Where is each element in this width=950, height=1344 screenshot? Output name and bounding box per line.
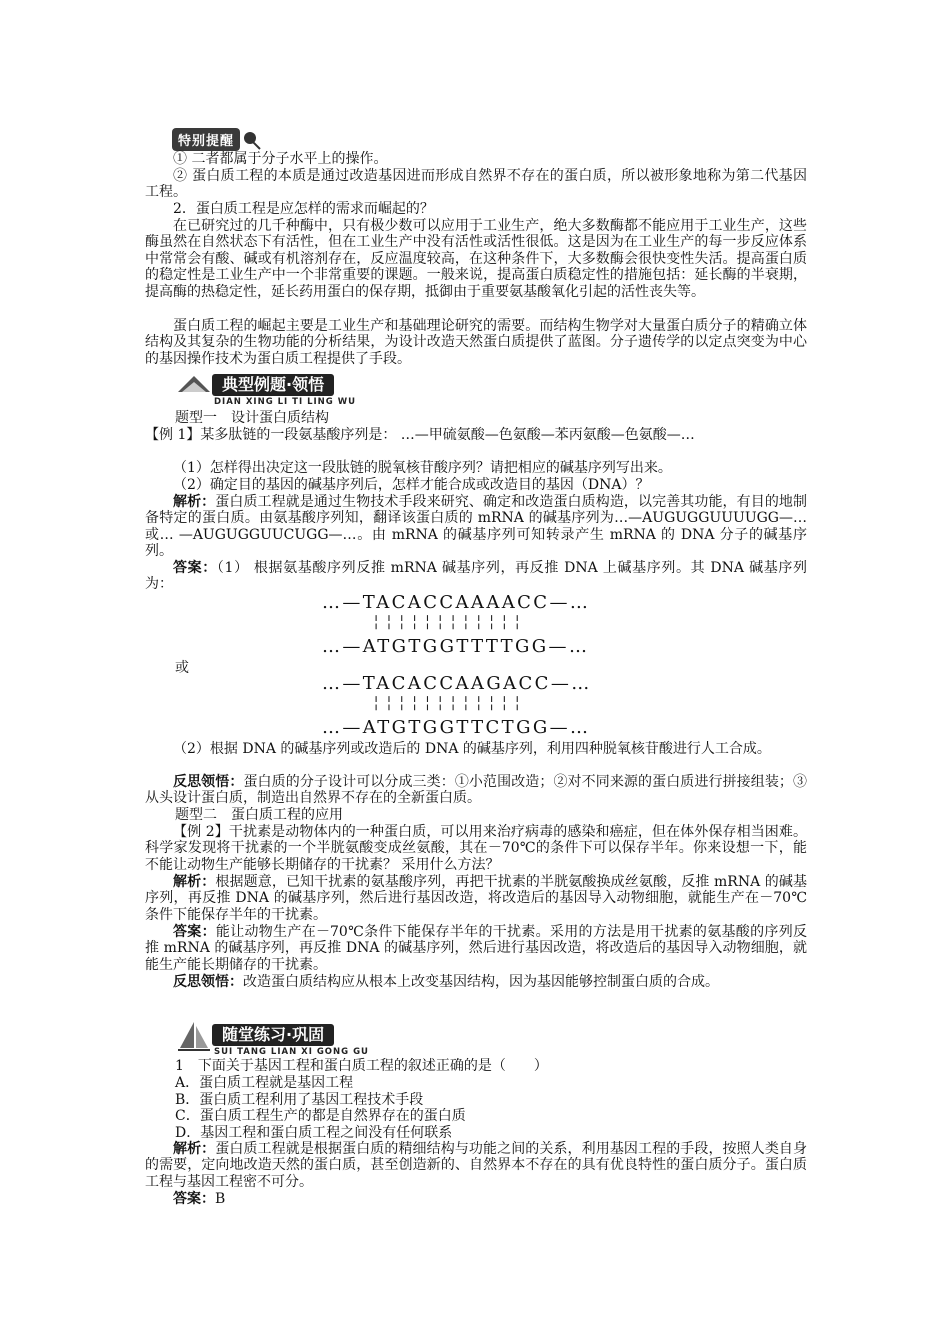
example-2-label: 【例 2】 bbox=[173, 824, 229, 840]
pin-icon bbox=[240, 129, 262, 151]
analysis-text: 蛋白质工程就是根据蛋白质的精细结构与功能之间的关系，利用基因工程的手段，按照人类自身的需要，定向地改造天然的蛋白质，甚至创造新的、自然界本不存在的具有优良特性的蛋白质分子。蛋白质工程与基因工程密不可分。 bbox=[145, 1141, 808, 1190]
book-icon bbox=[176, 370, 212, 400]
example-1-label: 【例 1】 bbox=[145, 427, 201, 443]
typical-examples-banner bbox=[172, 370, 432, 407]
example-2-answer bbox=[145, 924, 807, 973]
dna-2-bottom-strand: …—ATGTGGTTCTGG—… bbox=[322, 717, 591, 738]
reflection-label: 反思领悟： bbox=[173, 774, 244, 790]
answer-text: B bbox=[215, 1191, 226, 1207]
example-1-text: 某多肽链的一段氨基酸序列是： …—甲硫氨酸—色氨酸—苯丙氨酸—色氨酸—… bbox=[200, 427, 695, 443]
type-2-heading: 题型二 蛋白质工程的应用 bbox=[175, 807, 343, 823]
example-1-q1: （1）怎样得出决定这一段肽链的脱氧核苷酸序列？请把相应的碱基序列写出来。 bbox=[173, 460, 672, 476]
practice-question: 1 下面关于基因工程和蛋白质工程的叙述正确的是（ ） bbox=[175, 1058, 548, 1074]
answer-label: 答案： bbox=[173, 924, 216, 940]
practice-option-d: D．基因工程和蛋白质工程之间没有任何联系 bbox=[175, 1125, 453, 1141]
practice-option-b: B．蛋白质工程利用了基因工程技术手段 bbox=[175, 1092, 424, 1108]
practice-analysis bbox=[145, 1141, 807, 1190]
special-tip-tag bbox=[172, 128, 262, 151]
practice-pinyin: SUI TANG LIAN XI GONG GU bbox=[214, 1047, 369, 1057]
practice-answer bbox=[145, 1191, 807, 1207]
dna-1-base-pairs: ╎╎╎╎╎╎╎╎╎╎╎╎ bbox=[372, 615, 526, 631]
tip-line-1: ① 二者都属于分子水平上的操作。 bbox=[173, 151, 388, 167]
reflection-text: 改造蛋白质结构应从根本上改变基因结构，因为基因能够控制蛋白质的合成。 bbox=[243, 974, 719, 990]
example-1-reflection bbox=[145, 774, 807, 807]
practice-option-a: A．蛋白质工程就是基因工程 bbox=[175, 1075, 354, 1091]
or-label: 或 bbox=[175, 660, 189, 676]
dna-1-bottom-strand: …—ATGTGGTTTTGG—… bbox=[322, 636, 590, 657]
analysis-label: 解析： bbox=[173, 494, 216, 510]
example-1-analysis bbox=[145, 494, 807, 560]
example-2-reflection bbox=[145, 974, 807, 990]
sail-icon bbox=[176, 1020, 212, 1054]
analysis-text: 蛋白质工程就是通过生物技术手段来研究、确定和改造蛋白质构造，以完善其功能，有目的地制备特定的蛋白质。由氨基酸序列知，翻译该蛋白质的 mRNA 的碱基序列为…—AUGUGGUUUUGG—…或… —AUGUGGUUCUGG—…。由 mRNA 的碱基序列可知转录产生 mRNA 的 DNA 分子的碱基序列。 bbox=[145, 494, 808, 560]
example-1-q2: （2）确定目的基因的碱基序列后，怎样才能合成或改造目的基因（DNA）？ bbox=[173, 477, 650, 493]
question-2-title: 2．蛋白质工程是应怎样的需求而崛起的？ bbox=[173, 201, 434, 217]
typical-examples-pinyin: DIAN XING LI TI LING WU bbox=[214, 397, 356, 407]
question-2-para-1: 在已研究过的几千种酶中，只有极少数可以应用于工业生产，绝大多数酶都不能应用于工业生产，这些酶虽然在自然状态下有活性，但在工业生产中没有活性或活性很低。这是因为在工业生产的每一步反应体系中常常会有酸、碱或有机溶剂存在，反应温度较高，在这种条件下，大多数酶会很快变性失活。提高蛋白质的稳定性是工业生产中一个非常重要的课题。一般来说，提高蛋白质稳定性的措施包括：延长酶的半衰期，提高酶的热稳定性，延长药用蛋白的保存期，抵御由于重要氨基酸氧化引起的活性丧失等。 bbox=[145, 218, 807, 300]
example-1-answer-1 bbox=[145, 560, 807, 593]
answer-label: 答案： bbox=[173, 1191, 215, 1207]
dna-1-top-strand: …—TACACCAAAACC—… bbox=[322, 592, 591, 613]
reflection-text: 蛋白质的分子设计可以分成三类：①小范围改造；②对不同来源的蛋白质进行拼接组装；③从头设计蛋白质，制造出自然界不存在的全新蛋白质。 bbox=[145, 774, 808, 807]
example-2-question bbox=[145, 824, 807, 873]
question-2-para-2: 蛋白质工程的崛起主要是工业生产和基础理论研究的需要。而结构生物学对大量蛋白质分子的精确立体结构及其复杂的生物功能的分析结果，为设计改造天然蛋白质提供了蓝图。分子遗传学的以定点突变为中心的基因操作技术为蛋白质工程提供了手段。 bbox=[145, 318, 807, 367]
practice-banner bbox=[172, 1020, 432, 1057]
example-1-question bbox=[145, 427, 807, 443]
dna-2-top-strand: …—TACACCAAGACC—… bbox=[322, 673, 592, 694]
analysis-label: 解析： bbox=[173, 1141, 216, 1157]
practice-option-c: C．蛋白质工程生产的都是自然界存在的蛋白质 bbox=[175, 1108, 466, 1124]
answer-text: 能让动物生产在－70℃条件下能保存半年的干扰素。采用的方法是用干扰素的氨基酸的序列反推 mRNA 的碱基序列，再反推 DNA 的碱基序列，然后进行基因改造，将改造后的基因导入动物细胞，就能生产能长期储存的干扰素。 bbox=[145, 924, 808, 973]
example-2-analysis bbox=[145, 874, 807, 923]
dna-2-base-pairs: ╎╎╎╎╎╎╎╎╎╎╎╎ bbox=[372, 696, 526, 712]
analysis-text: 根据题意，已知干扰素的氨基酸序列，再把干扰素的半胱氨酸换成丝氨酸，反推 mRNA 的碱基序列，再反推 DNA 的碱基序列，然后进行基因改造，将改造后的基因导入动物细胞，就能生产在－70℃条件下能保存半年的干扰素。 bbox=[145, 874, 808, 923]
type-1-heading: 题型一 设计蛋白质结构 bbox=[175, 410, 329, 426]
special-tip-badge: 特别提醒 bbox=[172, 128, 240, 151]
practice-title: 随堂练习·巩固 bbox=[212, 1024, 334, 1046]
example-2-text: 干扰素是动物体内的一种蛋白质，可以用来治疗病毒的感染和癌症，但在体外保存相当困难。科学家发现将干扰素的一个半胱氨酸变成丝氨酸，其在－70℃的条件下可以保存半年。你来设想一下，能不能让动物生产能够长期储存的干扰素？ 采用什么方法？ bbox=[145, 824, 807, 873]
example-1-answer-2: （2）根据 DNA 的碱基序列或改造后的 DNA 的碱基序列，利用四种脱氧核苷酸进行人工合成。 bbox=[173, 741, 771, 757]
reflection-label: 反思领悟： bbox=[173, 974, 243, 990]
typical-examples-title: 典型例题·领悟 bbox=[212, 374, 334, 396]
analysis-label: 解析： bbox=[173, 874, 216, 890]
answer-text: （1） 根据氨基酸序列反推 mRNA 碱基序列，再反推 DNA 上碱基序列。其 DNA 碱基序列为： bbox=[145, 560, 807, 593]
answer-label: 答案： bbox=[173, 560, 217, 576]
tip-line-2: ② 蛋白质工程的本质是通过改造基因进而形成自然界不存在的蛋白质，所以被形象地称为第二代基因工程。 bbox=[145, 168, 807, 201]
